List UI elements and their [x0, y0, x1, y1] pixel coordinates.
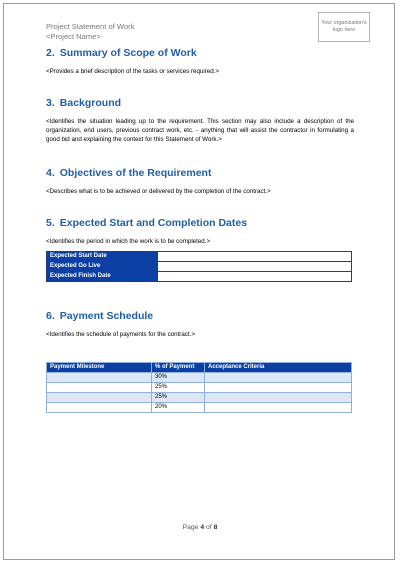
criteria-cell[interactable]	[205, 403, 352, 413]
criteria-cell[interactable]	[205, 393, 352, 403]
milestone-cell[interactable]	[47, 393, 152, 403]
dates-label: Expected Go Live	[47, 262, 158, 272]
section-objectives	[46, 167, 354, 197]
logo-placeholder	[318, 12, 370, 42]
table-row	[47, 373, 352, 383]
section-body: <Identifies the schedule of payments for the contract.>	[46, 331, 195, 338]
table-row	[47, 383, 352, 393]
percent-cell[interactable]: 20%	[152, 403, 205, 413]
column-header: Acceptance Criteria	[205, 363, 352, 373]
table-row	[47, 393, 352, 403]
milestone-cell[interactable]	[47, 373, 152, 383]
dates-label: Expected Finish Date	[47, 272, 158, 282]
page-footer	[0, 524, 400, 531]
table-row	[47, 262, 352, 272]
percent-cell[interactable]: 25%	[152, 393, 205, 403]
table-row	[47, 272, 352, 282]
dates-label: Expected Start Date	[47, 252, 158, 262]
table-row	[47, 403, 352, 413]
section-body: <Describes what is to be achieved or delivered by the completion of the contract.>	[46, 188, 271, 195]
section-heading: 6. Payment Schedule	[46, 310, 154, 322]
section-body: <Identifies the period in which the work is to be completed.>	[46, 238, 211, 245]
page-current: 4	[200, 524, 205, 531]
section-heading: 5. Expected Start and Completion Dates	[46, 217, 248, 229]
page-of: of	[206, 524, 212, 531]
percent-cell[interactable]: 30%	[152, 373, 205, 383]
section-scope-of-work	[46, 47, 354, 77]
percent-cell[interactable]: 25%	[152, 383, 205, 393]
column-header: % of Payment	[152, 363, 205, 373]
criteria-cell[interactable]	[205, 373, 352, 383]
dates-value[interactable]	[158, 252, 352, 262]
project-name: <Project Name>	[46, 32, 101, 41]
page-header	[46, 22, 135, 42]
section-payment-schedule	[46, 310, 354, 340]
logo-placeholder-text: Your organization's logo here	[321, 20, 367, 33]
section-body: <Identifies the situation leading up to the requirement. This section may also include a description of the organization, end users, previous contract work, etc. - anything that will assist the contractor in formulating a good bid and explaining the context for this Statement of Work.>	[46, 118, 354, 143]
column-header: Payment Milestone	[47, 363, 152, 373]
dates-table	[46, 251, 352, 282]
dates-value[interactable]	[158, 272, 352, 282]
section-heading: 3. Background	[46, 97, 122, 109]
section-body: <Provides a brief description of the tasks or services required.>	[46, 68, 219, 75]
page-label: Page	[182, 524, 199, 531]
table-header-row	[47, 363, 352, 373]
section-heading: 2. Summary of Scope of Work	[46, 47, 197, 59]
section-background	[46, 97, 354, 144]
table-row	[47, 252, 352, 262]
criteria-cell[interactable]	[205, 383, 352, 393]
milestone-cell[interactable]	[47, 403, 152, 413]
payment-table	[46, 362, 352, 413]
document-title: Project Statement of Work	[46, 22, 135, 31]
dates-value[interactable]	[158, 262, 352, 272]
section-heading: 4. Objectives of the Requirement	[46, 167, 212, 179]
milestone-cell[interactable]	[47, 383, 152, 393]
page-total: 8	[213, 524, 218, 531]
section-dates	[46, 217, 354, 247]
